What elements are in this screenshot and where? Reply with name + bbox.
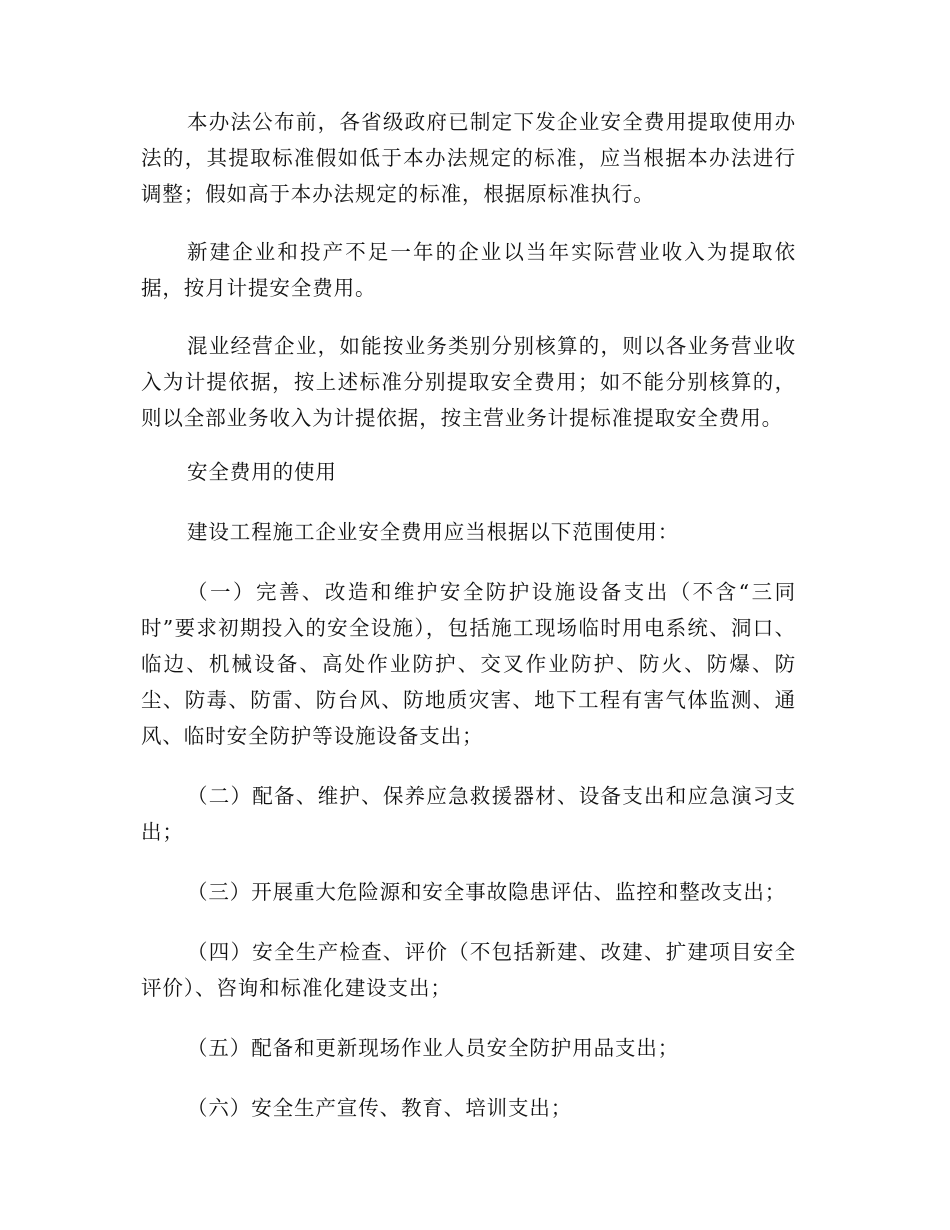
list-item-5: （五）配备和更新现场作业人员安全防护用品支出；: [187, 1036, 680, 1060]
list-item-1: （一）完善、改造和维护安全防护设施设备支出（不含“三同时”要求初期投入的安全设施），包括施工现场临时用电系统、洞口、临边、机械设备、高处作业防护、交叉作业防护、防火、防爆、防尘、防毒、防雷、防台风、防地质灾害、地下工程有害气体监测、通风、临时安全防护等设施设备支出；: [141, 580, 796, 748]
list-item-2: （二）配备、维护、保养应急救援器材、设备支出和应急演习支出；: [141, 784, 796, 844]
paragraph-standard-adjustment: 本办法公布前，各省级政府已制定下发企业安全费用提取使用办法的，其提取标准假如低于本办法规定的标准，应当根据本办法进行调整；假如高于本办法规定的标准，根据原标准执行。: [141, 110, 796, 206]
paragraph-mixed-operation: 混业经营企业，如能按业务类别分别核算的，则以各业务营业收入为计提依据，按上述标准分别提取安全费用；如不能分别核算的，则以全部业务收入为计提依据，按主营业务计提标准提取安全费用。: [141, 334, 796, 430]
paragraph-new-enterprise: 新建企业和投产不足一年的企业以当年实际营业收入为提取依据，按月计提安全费用。: [141, 240, 796, 300]
list-item-3: （三）开展重大危险源和安全事故隐患评估、监控和整改支出；: [187, 880, 787, 904]
list-item-4: （四）安全生产检查、评价（不包括新建、改建、扩建项目安全评价）、咨询和标准化建设支出；: [141, 940, 796, 1000]
list-item-6: （六）安全生产宣传、教育、培训支出；: [187, 1096, 573, 1120]
section-heading-safety-fee-use: 安全费用的使用: [187, 460, 337, 484]
document-body: [141, 104, 796, 1126]
paragraph-usage-scope: 建设工程施工企业安全费用应当根据以下范围使用：: [187, 520, 680, 544]
